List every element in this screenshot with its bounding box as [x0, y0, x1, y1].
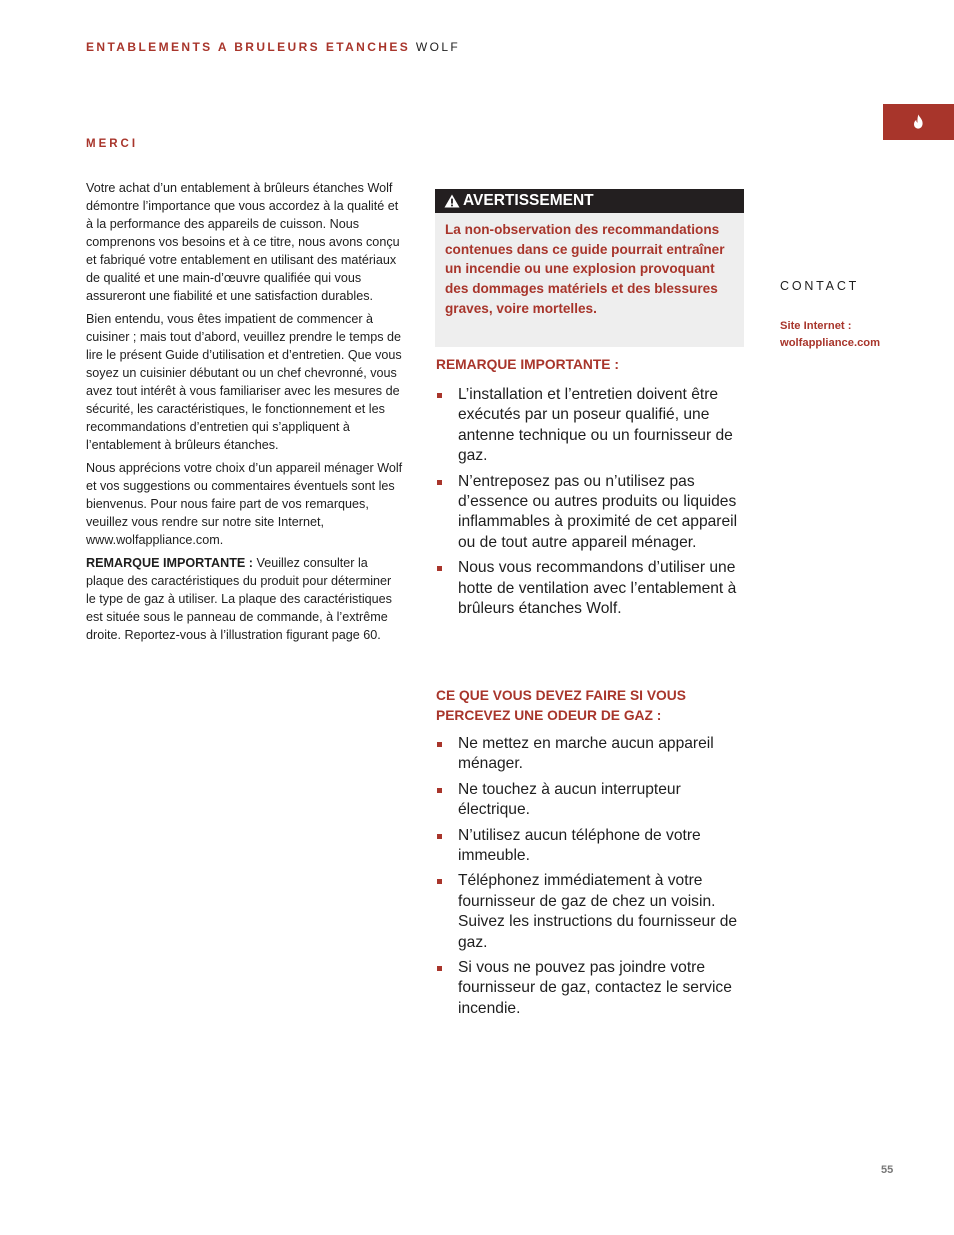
warning-bar [435, 189, 744, 213]
website-info [780, 318, 880, 351]
list-item: Nous vous recommandons d’utiliser une hotte de ventilation avec l’entablement à brûleurs étanches Wolf. [436, 558, 754, 619]
header-title: ENTABLEMENTS A BRULEURS ETANCHES [86, 40, 411, 54]
running-header [86, 40, 460, 54]
intro-paragraph-3: Nous apprécions votre choix d’un appareil ménager Wolf et vos suggestions ou commentaires éventuels sont les bienvenus. Pour nous faire part de vos remarques, veuillez vous rendre sur notre site Internet, www.wolfappliance.com. [86, 461, 403, 547]
gas-odor-heading-line-1: CE QUE VOUS DEVEZ FAIRE SI VOUS [436, 688, 686, 703]
section-heading-merci: MERCI [86, 138, 139, 150]
website-link[interactable]: wolfappliance.com [780, 336, 881, 349]
gas-odor-list [436, 734, 754, 1024]
list-item: L’installation et l’entretien doivent être exécutés par un poseur qualifié, une antenne technique ou un fournisseur de gaz. [436, 385, 754, 467]
intro-paragraph-4 [86, 554, 404, 644]
intro-column [86, 179, 404, 649]
gas-odor-heading-line-2: PERCEVEZ UNE ODEUR DE GAZ : [436, 707, 662, 723]
intro-paragraph-2: Bien entendu, vous êtes impatient de commencer à cuisiner ; mais tout d’abord, veuillez prendre le temps de lire le présent Guide d’utilisation et d’entretien. Que vous soyez un cuisinier débutant ou un chef chevronné, vous avez tout intérêt à vous familiariser avec les mesures de sécurité, les caractéristiques, le fonctionnement et les recommandations d’entretien qui s’appliquent à l’entablement à brûleurs étanches. [86, 312, 402, 452]
website-label: Site Internet : [780, 320, 852, 332]
intro-paragraph-1: Votre achat d’un entablement à brûleurs étanches Wolf démontre l’importance que vous accordez à la qualité et à la performance des appareils de cuisson. Nous comprenons vos besoins et à ce titre, nous avons conçu et fabriqué votre entablement en utilisant des matériaux de qualité et une main-d’œuvre qualifiée qui vous assureront une fiabilité et une satisfaction durables. [86, 181, 400, 303]
warning-title: AVERTISSEMENT [463, 192, 594, 209]
flame-icon [912, 114, 925, 130]
warning-box [435, 189, 744, 347]
remarque-list [436, 385, 754, 624]
gas-odor-heading [436, 686, 686, 725]
header-brand: WOLF [415, 40, 461, 54]
contact-label: CONTACT [780, 279, 860, 293]
list-item: N’entreposez pas ou n’utilisez pas d’essence ou autres produits ou liquides inflammables à proximité de cet appareil ou de tout autre appareil ménager. [436, 472, 754, 554]
important-note-text: Veuillez consulter la plaque des caractéristiques du produit pour déterminer le type de gaz à utiliser. La plaque des caractéristiques est située sous le panneau de commande, à l’extrême droite. Reportez-vous à l’illustration figurant page 60. [86, 556, 392, 642]
list-item: Téléphonez immédiatement à votre fournisseur de gaz de chez un voisin. Suivez les instructions du fournisseur de gaz. [436, 871, 754, 953]
important-note-label: REMARQUE IMPORTANTE : [86, 556, 253, 570]
list-item: Ne touchez à aucun interrupteur électrique. [436, 780, 754, 821]
list-item: Si vous ne pouvez pas joindre votre fournisseur de gaz, contactez le service incendie. [436, 958, 754, 1019]
warning-text: La non-observation des recommandations contenues dans ce guide pourrait entraîner un incendie ou une explosion provoquant des dommages matériels et des blessures graves, voire mortelles. [445, 222, 725, 316]
list-item: N’utilisez aucun téléphone de votre immeuble. [436, 826, 754, 867]
remarque-heading: REMARQUE IMPORTANTE : [436, 357, 619, 372]
list-item: Ne mettez en marche aucun appareil ménager. [436, 734, 754, 775]
page-number: 55 [881, 1164, 894, 1176]
warning-triangle-icon [444, 194, 460, 208]
section-tab[interactable] [883, 104, 954, 140]
